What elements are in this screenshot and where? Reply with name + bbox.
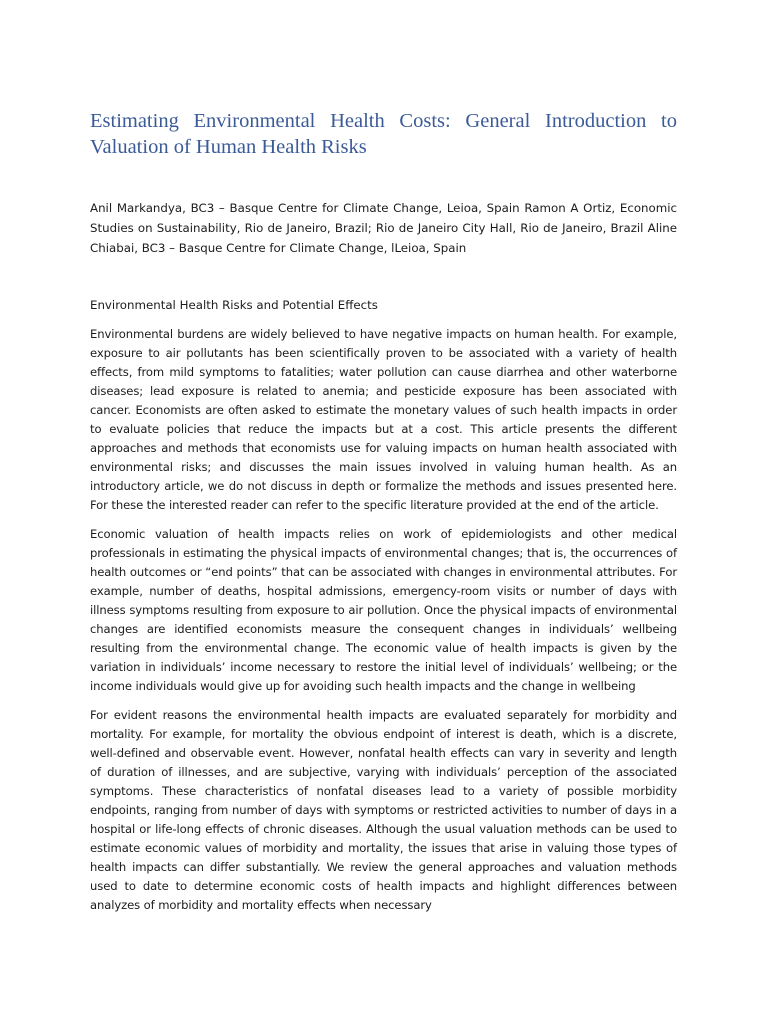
author-affiliations: Anil Markandya, BC3 – Basque Centre for Climate Change, Leioa, Spain Ramon A Ortiz, Economic Studies on Sustainability, Rio de Janeiro, Brazil; Rio de Janeiro City Hall, Rio de Janeiro, Brazil Aline Chiabai, BC3 – Basque Centre for Climate Change, lLeioa, Spain [90, 201, 677, 255]
document-page [90, 108, 677, 915]
body-paragraph-1: Environmental burdens are widely believed to have negative impacts on human health. For example, exposure to air pollutants has been scientifically proven to be associated with a variety of health effects, from mild symptoms to fatalities; water pollution can cause diarrhea and other waterborne diseases; lead exposure is related to anemia; and pesticide exposure has been associated with cancer. Economists are often asked to estimate the monetary values of such health impacts in order to evaluate policies that reduce the impacts but at a cost. This article presents the different approaches and methods that economists use for valuing impacts on human health associated with environmental risks; and discusses the main issues involved in valuing human health. As an introductory article, we do not discuss in depth or formalize the methods and issues presented here. For these the interested reader can refer to the specific literature provided at the end of the article. [90, 327, 677, 512]
body-paragraph-3: For evident reasons the environmental health impacts are evaluated separately for morbidity and mortality. For example, for mortality the obvious endpoint of interest is death, which is a discrete, well-defined and observable event. However, nonfatal health effects can vary in severity and length of duration of illnesses, and are subjective, varying with individuals’ perception of the associated symptoms. These characteristics of nonfatal diseases lead to a variety of possible morbidity endpoints, ranging from number of days with symptoms or restricted activities to number of days in a hospital or life-long effects of chronic diseases. Although the usual valuation methods can be used to estimate economic values of morbidity and mortality, the issues that arise in valuing those types of health impacts can differ substantially. We review the general approaches and valuation methods used to date to determine economic costs of health impacts and highlight differences between analyzes of morbidity and mortality effects when necessary [90, 708, 677, 912]
section-heading: Environmental Health Risks and Potential Effects [90, 298, 378, 312]
body-paragraph-2: Economic valuation of health impacts relies on work of epidemiologists and other medical professionals in estimating the physical impacts of environmental changes; that is, the occurrences of health outcomes or “end points” that can be associated with changes in environmental attributes. For example, number of deaths, hospital admissions, emergency-room visits or number of days with illness symptoms resulting from exposure to air pollution. Once the physical impacts of environmental changes are identified economists measure the consequent changes in individuals’ wellbeing resulting from the environmental change. The economic value of health impacts is given by the variation in individuals’ income necessary to restore the initial level of individuals’ wellbeing; or the income individuals would give up for avoiding such health impacts and the change in wellbeing [90, 527, 677, 693]
article-title: Estimating Environmental Health Costs: General Introduction to Valuation of Human Health Risks [90, 110, 677, 158]
